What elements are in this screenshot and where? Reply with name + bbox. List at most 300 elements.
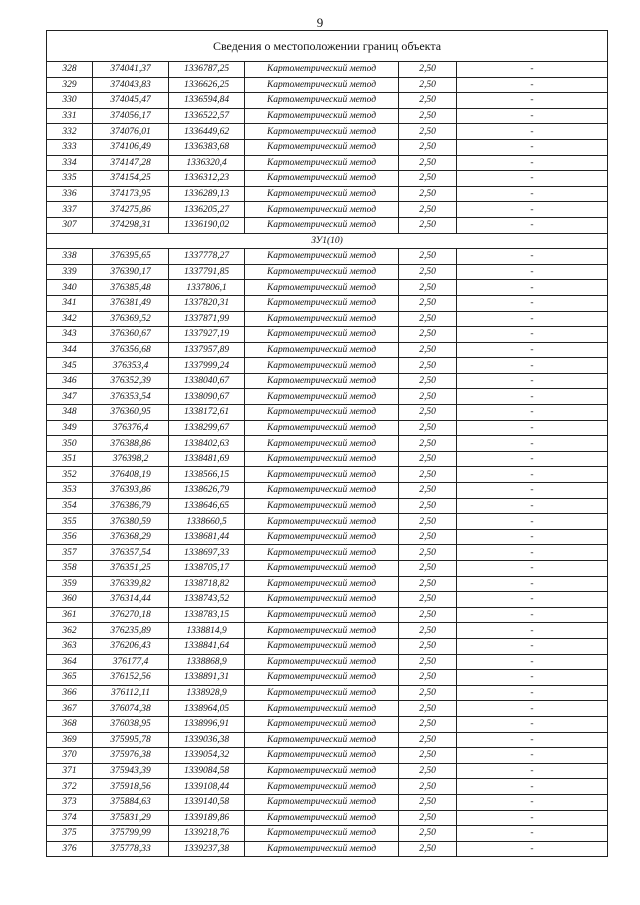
y-coordinate-cell: 1339218,76 [169,826,245,842]
point-number-cell: 337 [47,202,93,218]
accuracy-cell: 2,50 [399,810,457,826]
point-number-cell: 370 [47,748,93,764]
table-row [47,638,608,654]
y-coordinate-cell: 1337957,89 [169,342,245,358]
table-row [47,420,608,436]
method-cell: Картометрический метод [245,436,399,452]
method-cell: Картометрический метод [245,748,399,764]
description-cell: - [457,638,608,654]
y-coordinate-cell: 1338841,64 [169,638,245,654]
method-cell: Картометрический метод [245,77,399,93]
point-number-cell: 333 [47,139,93,155]
table-row [47,264,608,280]
table-row [47,685,608,701]
description-cell: - [457,576,608,592]
method-cell: Картометрический метод [245,389,399,405]
x-coordinate-cell: 374076,01 [93,124,169,140]
point-number-cell: 341 [47,295,93,311]
x-coordinate-cell: 376112,11 [93,685,169,701]
accuracy-cell: 2,50 [399,498,457,514]
y-coordinate-cell: 1339036,38 [169,732,245,748]
table-row [47,701,608,717]
method-cell: Картометрический метод [245,841,399,857]
group-heading-row [47,233,608,249]
x-coordinate-cell: 376074,38 [93,701,169,717]
point-number-cell: 343 [47,327,93,343]
x-coordinate-cell: 376390,17 [93,264,169,280]
table-row [47,295,608,311]
x-coordinate-cell: 375918,56 [93,779,169,795]
point-number-cell: 372 [47,779,93,795]
method-cell: Картометрический метод [245,311,399,327]
x-coordinate-cell: 376352,39 [93,373,169,389]
method-cell: Картометрический метод [245,295,399,311]
description-cell: - [457,217,608,233]
table-row [47,405,608,421]
point-number-cell: 331 [47,108,93,124]
x-coordinate-cell: 375778,33 [93,841,169,857]
description-cell: - [457,841,608,857]
y-coordinate-cell: 1336312,23 [169,171,245,187]
x-coordinate-cell: 374106,49 [93,139,169,155]
point-number-cell: 373 [47,794,93,810]
accuracy-cell: 2,50 [399,638,457,654]
accuracy-cell: 2,50 [399,373,457,389]
accuracy-cell: 2,50 [399,342,457,358]
point-number-cell: 362 [47,623,93,639]
description-cell: - [457,701,608,717]
x-coordinate-cell: 376398,2 [93,451,169,467]
accuracy-cell: 2,50 [399,826,457,842]
table-row [47,576,608,592]
accuracy-cell: 2,50 [399,451,457,467]
description-cell: - [457,654,608,670]
point-number-cell: 354 [47,498,93,514]
y-coordinate-cell: 1338964,05 [169,701,245,717]
description-cell: - [457,405,608,421]
y-coordinate-cell: 1336594,84 [169,93,245,109]
y-coordinate-cell: 1339237,38 [169,841,245,857]
accuracy-cell: 2,50 [399,483,457,499]
y-coordinate-cell: 1338697,33 [169,545,245,561]
table-row [47,249,608,265]
point-number-cell: 348 [47,405,93,421]
x-coordinate-cell: 376381,49 [93,295,169,311]
method-cell: Картометрический метод [245,654,399,670]
accuracy-cell: 2,50 [399,685,457,701]
accuracy-cell: 2,50 [399,186,457,202]
y-coordinate-cell: 1338681,44 [169,529,245,545]
y-coordinate-cell: 1338718,82 [169,576,245,592]
description-cell: - [457,202,608,218]
accuracy-cell: 2,50 [399,420,457,436]
method-cell: Картометрический метод [245,826,399,842]
y-coordinate-cell: 1337791,85 [169,264,245,280]
x-coordinate-cell: 375799,99 [93,826,169,842]
method-cell: Картометрический метод [245,342,399,358]
method-cell: Картометрический метод [245,607,399,623]
point-number-cell: 374 [47,810,93,826]
table-row [47,108,608,124]
method-cell: Картометрический метод [245,623,399,639]
y-coordinate-cell: 1338566,15 [169,467,245,483]
table-row [47,124,608,140]
table-row [47,841,608,857]
y-coordinate-cell: 1338299,67 [169,420,245,436]
accuracy-cell: 2,50 [399,311,457,327]
point-number-cell: 366 [47,685,93,701]
point-number-cell: 334 [47,155,93,171]
table-row [47,358,608,374]
method-cell: Картометрический метод [245,280,399,296]
method-cell: Картометрический метод [245,451,399,467]
description-cell: - [457,389,608,405]
x-coordinate-cell: 376353,54 [93,389,169,405]
table-row [47,311,608,327]
description-cell: - [457,467,608,483]
method-cell: Картометрический метод [245,186,399,202]
y-coordinate-cell: 1336190,02 [169,217,245,233]
y-coordinate-cell: 1338705,17 [169,561,245,577]
x-coordinate-cell: 375884,63 [93,794,169,810]
description-cell: - [457,498,608,514]
accuracy-cell: 2,50 [399,436,457,452]
x-coordinate-cell: 375995,78 [93,732,169,748]
accuracy-cell: 2,50 [399,62,457,78]
table-row [47,514,608,530]
x-coordinate-cell: 376353,4 [93,358,169,374]
y-coordinate-cell: 1338814,9 [169,623,245,639]
y-coordinate-cell: 1337999,24 [169,358,245,374]
y-coordinate-cell: 1337820,31 [169,295,245,311]
x-coordinate-cell: 376368,29 [93,529,169,545]
table-row [47,62,608,78]
description-cell: - [457,607,608,623]
table-row [47,77,608,93]
method-cell: Картометрический метод [245,264,399,280]
description-cell: - [457,311,608,327]
x-coordinate-cell: 376314,44 [93,592,169,608]
method-cell: Картометрический метод [245,498,399,514]
x-coordinate-cell: 376388,86 [93,436,169,452]
table-row [47,670,608,686]
x-coordinate-cell: 375831,29 [93,810,169,826]
method-cell: Картометрический метод [245,108,399,124]
method-cell: Картометрический метод [245,202,399,218]
method-cell: Картометрический метод [245,62,399,78]
point-number-cell: 364 [47,654,93,670]
x-coordinate-cell: 374043,83 [93,77,169,93]
table-row [47,171,608,187]
method-cell: Картометрический метод [245,592,399,608]
accuracy-cell: 2,50 [399,77,457,93]
y-coordinate-cell: 1338646,65 [169,498,245,514]
description-cell: - [457,685,608,701]
method-cell: Картометрический метод [245,171,399,187]
point-number-cell: 342 [47,311,93,327]
table-row [47,529,608,545]
description-cell: - [457,420,608,436]
accuracy-cell: 2,50 [399,623,457,639]
x-coordinate-cell: 376038,95 [93,716,169,732]
point-number-cell: 345 [47,358,93,374]
accuracy-cell: 2,50 [399,654,457,670]
description-cell: - [457,295,608,311]
y-coordinate-cell: 1338172,61 [169,405,245,421]
description-cell: - [457,108,608,124]
accuracy-cell: 2,50 [399,514,457,530]
accuracy-cell: 2,50 [399,280,457,296]
method-cell: Картометрический метод [245,249,399,265]
y-coordinate-cell: 1336787,25 [169,62,245,78]
method-cell: Картометрический метод [245,763,399,779]
point-number-cell: 360 [47,592,93,608]
accuracy-cell: 2,50 [399,124,457,140]
y-coordinate-cell: 1337806,1 [169,280,245,296]
description-cell: - [457,483,608,499]
x-coordinate-cell: 374041,37 [93,62,169,78]
description-cell: - [457,93,608,109]
accuracy-cell: 2,50 [399,93,457,109]
accuracy-cell: 2,50 [399,249,457,265]
accuracy-cell: 2,50 [399,295,457,311]
method-cell: Картометрический метод [245,327,399,343]
x-coordinate-cell: 376360,95 [93,405,169,421]
point-number-cell: 375 [47,826,93,842]
point-number-cell: 332 [47,124,93,140]
point-number-cell: 361 [47,607,93,623]
table-row [47,498,608,514]
x-coordinate-cell: 376356,68 [93,342,169,358]
description-cell: - [457,249,608,265]
accuracy-cell: 2,50 [399,670,457,686]
method-cell: Картометрический метод [245,514,399,530]
x-coordinate-cell: 376376,4 [93,420,169,436]
y-coordinate-cell: 1336626,25 [169,77,245,93]
accuracy-cell: 2,50 [399,779,457,795]
table-row [47,794,608,810]
point-number-cell: 365 [47,670,93,686]
description-cell: - [457,155,608,171]
description-cell: - [457,545,608,561]
accuracy-cell: 2,50 [399,529,457,545]
point-number-cell: 335 [47,171,93,187]
method-cell: Картометрический метод [245,561,399,577]
method-cell: Картометрический метод [245,529,399,545]
y-coordinate-cell: 1339054,32 [169,748,245,764]
description-cell: - [457,716,608,732]
point-number-cell: 338 [47,249,93,265]
point-number-cell: 336 [47,186,93,202]
y-coordinate-cell: 1337927,19 [169,327,245,343]
table-row [47,561,608,577]
point-number-cell: 351 [47,451,93,467]
method-cell: Картометрический метод [245,576,399,592]
description-cell: - [457,810,608,826]
description-cell: - [457,779,608,795]
x-coordinate-cell: 375943,39 [93,763,169,779]
table-row [47,342,608,358]
point-number-cell: 363 [47,638,93,654]
x-coordinate-cell: 376380,59 [93,514,169,530]
point-number-cell: 359 [47,576,93,592]
method-cell: Картометрический метод [245,732,399,748]
point-number-cell: 356 [47,529,93,545]
accuracy-cell: 2,50 [399,763,457,779]
point-number-cell: 307 [47,217,93,233]
x-coordinate-cell: 376395,65 [93,249,169,265]
x-coordinate-cell: 376369,52 [93,311,169,327]
table-caption: Сведения о местоположении границ объекта [47,31,608,62]
y-coordinate-cell: 1336522,57 [169,108,245,124]
accuracy-cell: 2,50 [399,716,457,732]
group-heading: ЗУ1(10) [47,233,608,249]
accuracy-cell: 2,50 [399,389,457,405]
y-coordinate-cell: 1339189,86 [169,810,245,826]
point-number-cell: 367 [47,701,93,717]
method-cell: Картометрический метод [245,779,399,795]
x-coordinate-cell: 374275,86 [93,202,169,218]
point-number-cell: 329 [47,77,93,93]
accuracy-cell: 2,50 [399,841,457,857]
accuracy-cell: 2,50 [399,607,457,623]
method-cell: Картометрический метод [245,670,399,686]
description-cell: - [457,514,608,530]
x-coordinate-cell: 374173,95 [93,186,169,202]
description-cell: - [457,561,608,577]
description-cell: - [457,529,608,545]
x-coordinate-cell: 374056,17 [93,108,169,124]
table-row [47,327,608,343]
method-cell: Картометрический метод [245,155,399,171]
table-row [47,139,608,155]
point-number-cell: 352 [47,467,93,483]
method-cell: Картометрический метод [245,701,399,717]
y-coordinate-cell: 1339084,58 [169,763,245,779]
y-coordinate-cell: 1338783,15 [169,607,245,623]
y-coordinate-cell: 1336449,62 [169,124,245,140]
method-cell: Картометрический метод [245,716,399,732]
accuracy-cell: 2,50 [399,171,457,187]
table-row [47,748,608,764]
table-caption-row [47,31,608,62]
boundary-coordinates-table [46,30,608,857]
point-number-cell: 357 [47,545,93,561]
table-row [47,93,608,109]
y-coordinate-cell: 1338660,5 [169,514,245,530]
accuracy-cell: 2,50 [399,561,457,577]
table-row [47,779,608,795]
y-coordinate-cell: 1338040,67 [169,373,245,389]
description-cell: - [457,77,608,93]
table-row [47,545,608,561]
y-coordinate-cell: 1339108,44 [169,779,245,795]
x-coordinate-cell: 374147,28 [93,155,169,171]
method-cell: Картометрический метод [245,794,399,810]
y-coordinate-cell: 1338996,91 [169,716,245,732]
x-coordinate-cell: 376385,48 [93,280,169,296]
point-number-cell: 369 [47,732,93,748]
point-number-cell: 344 [47,342,93,358]
description-cell: - [457,358,608,374]
accuracy-cell: 2,50 [399,732,457,748]
method-cell: Картометрический метод [245,685,399,701]
table-row [47,732,608,748]
x-coordinate-cell: 376357,54 [93,545,169,561]
y-coordinate-cell: 1337871,99 [169,311,245,327]
description-cell: - [457,763,608,779]
y-coordinate-cell: 1336205,27 [169,202,245,218]
x-coordinate-cell: 376152,56 [93,670,169,686]
y-coordinate-cell: 1337778,27 [169,249,245,265]
x-coordinate-cell: 376393,86 [93,483,169,499]
description-cell: - [457,62,608,78]
accuracy-cell: 2,50 [399,467,457,483]
y-coordinate-cell: 1338891,31 [169,670,245,686]
page-number: 9 [316,15,324,30]
method-cell: Картометрический метод [245,638,399,654]
y-coordinate-cell: 1338868,9 [169,654,245,670]
accuracy-cell: 2,50 [399,155,457,171]
table-row [47,217,608,233]
y-coordinate-cell: 1338743,52 [169,592,245,608]
description-cell: - [457,670,608,686]
method-cell: Картометрический метод [245,467,399,483]
accuracy-cell: 2,50 [399,358,457,374]
accuracy-cell: 2,50 [399,576,457,592]
accuracy-cell: 2,50 [399,794,457,810]
description-cell: - [457,342,608,358]
accuracy-cell: 2,50 [399,545,457,561]
accuracy-cell: 2,50 [399,108,457,124]
description-cell: - [457,171,608,187]
description-cell: - [457,186,608,202]
table-row [47,280,608,296]
point-number-cell: 347 [47,389,93,405]
table-body [47,31,608,857]
method-cell: Картометрический метод [245,373,399,389]
accuracy-cell: 2,50 [399,748,457,764]
table-row [47,716,608,732]
point-number-cell: 355 [47,514,93,530]
table-row [47,654,608,670]
table-row [47,389,608,405]
point-number-cell: 340 [47,280,93,296]
x-coordinate-cell: 375976,38 [93,748,169,764]
accuracy-cell: 2,50 [399,327,457,343]
x-coordinate-cell: 376270,18 [93,607,169,623]
point-number-cell: 353 [47,483,93,499]
description-cell: - [457,794,608,810]
description-cell: - [457,592,608,608]
method-cell: Картометрический метод [245,420,399,436]
description-cell: - [457,280,608,296]
table-row [47,483,608,499]
point-number-cell: 368 [47,716,93,732]
x-coordinate-cell: 376360,67 [93,327,169,343]
x-coordinate-cell: 376206,43 [93,638,169,654]
y-coordinate-cell: 1339140,58 [169,794,245,810]
x-coordinate-cell: 376235,89 [93,623,169,639]
point-number-cell: 346 [47,373,93,389]
method-cell: Картометрический метод [245,139,399,155]
x-coordinate-cell: 376339,82 [93,576,169,592]
y-coordinate-cell: 1338626,79 [169,483,245,499]
method-cell: Картометрический метод [245,405,399,421]
description-cell: - [457,748,608,764]
description-cell: - [457,327,608,343]
accuracy-cell: 2,50 [399,264,457,280]
